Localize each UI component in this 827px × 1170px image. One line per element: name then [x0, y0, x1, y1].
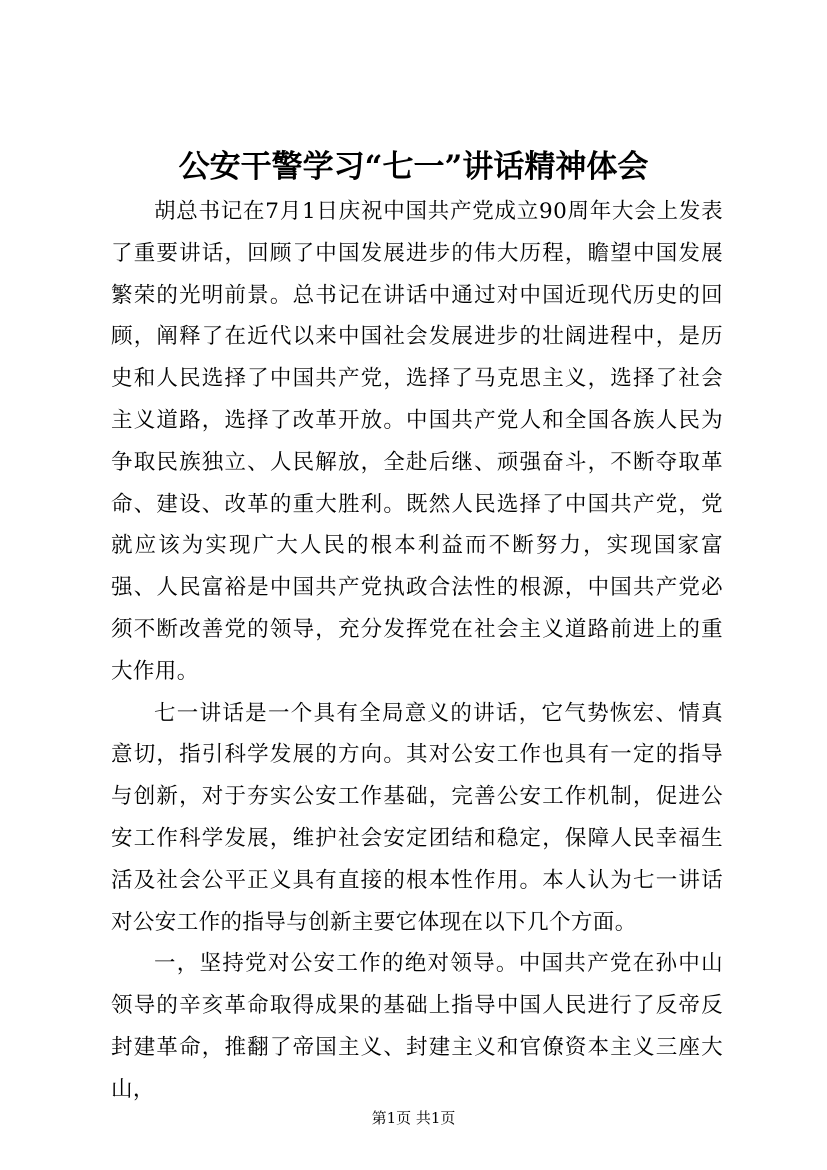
paragraph-2: 七一讲话是一个具有全局意义的讲话，它气势恢宏、情真意切，指引科学发展的方向。其对公安工作也具有一定的指导与创新，对于夯实公安工作基础，完善公安工作机制，促进公安工作科学发展，维护社会安定团结和稳定，保障人民幸福生活及社会公平正义具有直接的根本性作用。本人认为七一讲话对公安工作的指导与创新主要它体现在以下几个方面。	[111, 700, 723, 935]
page-footer: 第1页 共1页	[371, 1109, 456, 1127]
paragraph-3: 一，坚持党对公安工作的绝对领导。中国共产党在孙中山领导的辛亥革命取得成果的基础上指导中国人民进行了反帝反封建革命，推翻了帝国主义、封建主义和官僚资本主义三座大山，	[111, 951, 723, 1102]
document-body	[111, 191, 723, 1111]
document-title: 公安干警学习“七一”讲话精神体会	[178, 149, 649, 185]
paragraph-1: 胡总书记在7月1日庆祝中国共产党成立90周年大会上发表了重要讲话，回顾了中国发展进步的伟大历程，瞻望中国发展繁荣的光明前景。总书记在讲话中通过对中国近现代历史的回顾，阐释了在近代以来中国社会发展进步的壮阔进程中，是历史和人民选择了中国共产党，选择了马克思主义，选择了社会主义道路，选择了改革开放。中国共产党人和全国各族人民为争取民族独立、人民解放，全赴后继、顽强奋斗，不断夺取革命、建设、改革的重大胜利。既然人民选择了中国共产党，党就应该为实现广大人民的根本利益而不断努力，实现国家富强、人民富裕是中国共产党执政合法性的根源，中国共产党必须不断改善党的领导，充分发挥党在社会主义道路前进上的重大作用。	[111, 199, 723, 684]
